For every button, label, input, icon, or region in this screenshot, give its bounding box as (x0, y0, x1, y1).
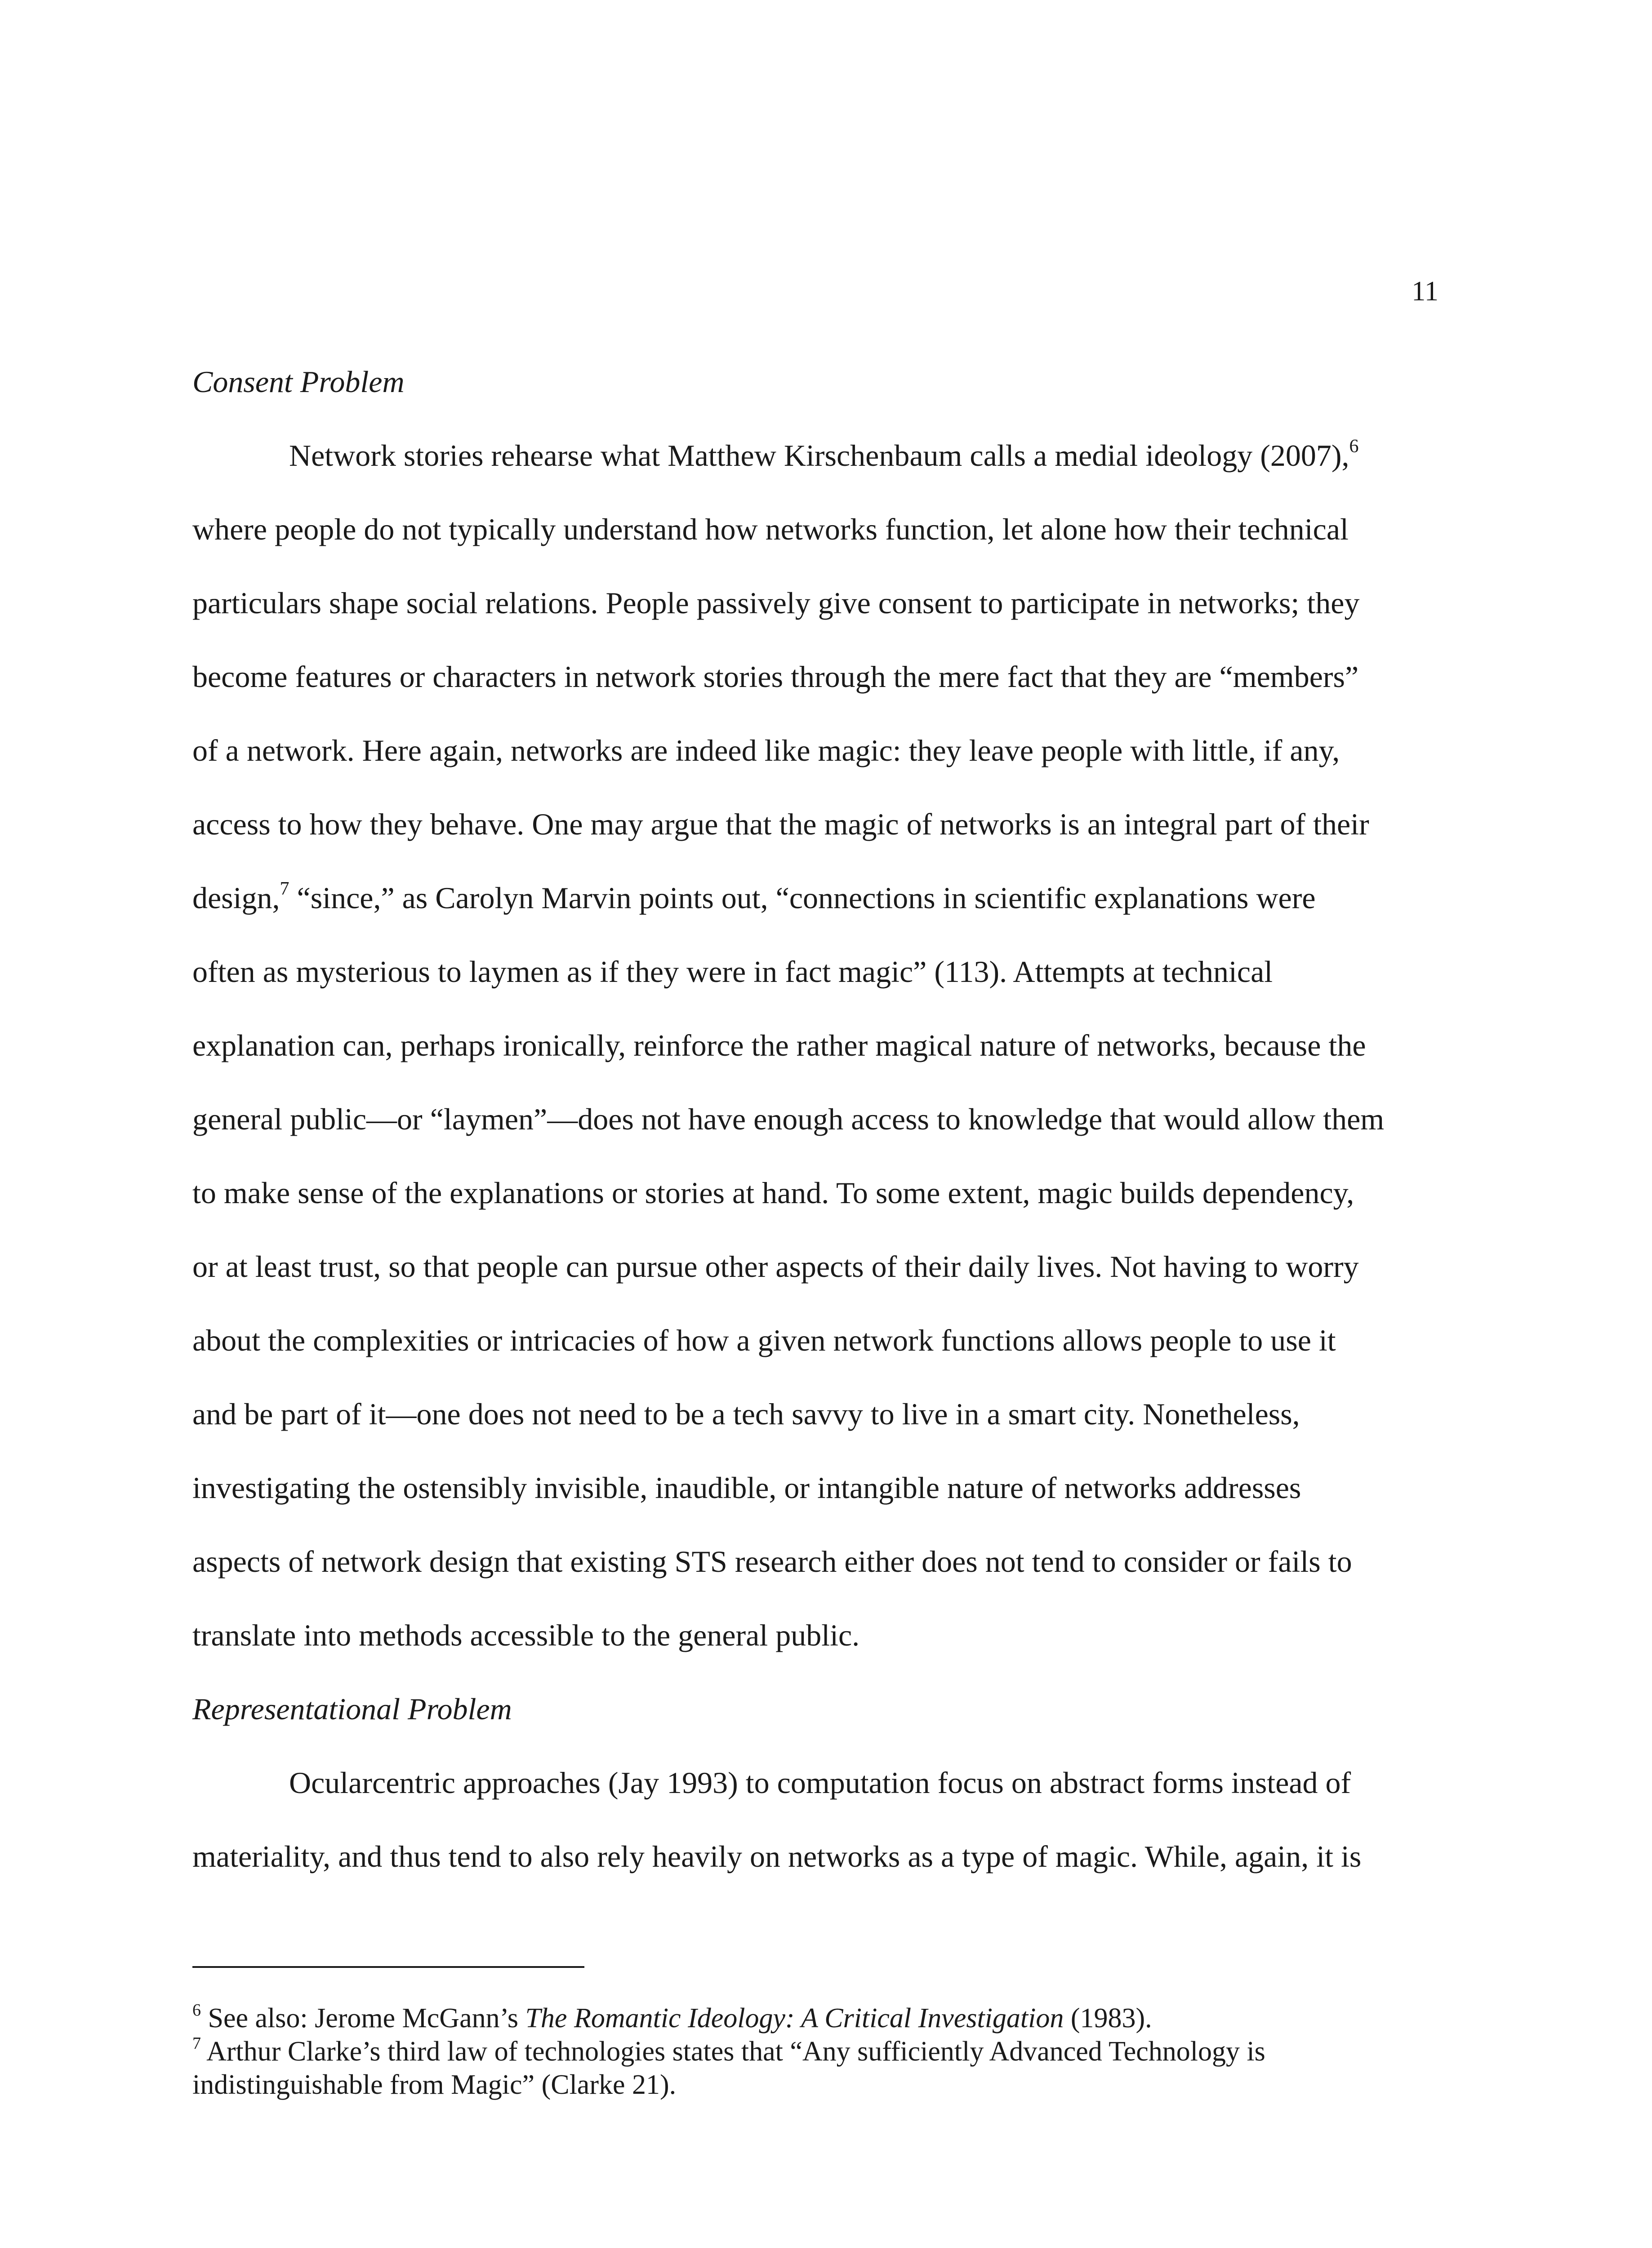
footnote-7 (192, 2035, 1447, 2068)
footnote-text: See also: Jerome McGann’s (201, 2003, 525, 2034)
paragraph-line: about the complexities or intricacies of how a given network functions allows people to use it (192, 1323, 1336, 1357)
paragraph-line: materiality, and thus tend to also rely heavily on networks as a type of magic. While, again, it is (192, 1839, 1362, 1873)
footnote-cited-title: The Romantic Ideology: A Critical Investigation (525, 2003, 1064, 2034)
paragraph-line: investigating the ostensibly invisible, inaudible, or intangible nature of networks addresses (192, 1471, 1301, 1505)
paragraph-line: often as mysterious to laymen as if they were in fact magic” (113). Attempts at technical (192, 955, 1273, 989)
paragraph-line (192, 879, 1447, 953)
paragraph-line (192, 437, 1447, 511)
paragraph-line: Ocularcentric approaches (Jay 1993) to computation focus on abstract forms instead of (289, 1766, 1351, 1800)
paragraph-line: explanation can, perhaps ironically, reinforce the rather magical nature of networks, because the (192, 1028, 1366, 1062)
footnote-marker: 6 (192, 2001, 201, 2020)
page-number: 11 (1412, 276, 1438, 307)
paragraph-line: where people do not typically understand how networks function, let alone how their technical (192, 512, 1349, 546)
footnote-text: (1983). (1064, 2003, 1152, 2034)
paragraph-line: or at least trust, so that people can pursue other aspects of their daily lives. Not having to worry (192, 1249, 1359, 1284)
footnote-marker: 7 (192, 2034, 201, 2053)
line-text: Network stories rehearse what Matthew Kirschenbaum calls a medial ideology (2007), (289, 438, 1349, 473)
paragraph-line: access to how they behave. One may argue that the magic of networks is an integral part of their (192, 807, 1369, 841)
footnote-ref-6[interactable]: 6 (1349, 436, 1359, 457)
section-heading-consent: Consent Problem (192, 365, 405, 399)
line-text: “since,” as Carolyn Marvin points out, “connections in scientific explanations were (289, 881, 1316, 915)
paragraph-line: aspects of network design that existing STS research either does not tend to consider or fails to (192, 1544, 1352, 1579)
line-text: design, (192, 881, 280, 915)
paragraph-line: and be part of it—one does not need to be a tech savvy to live in a smart city. Nonetheless, (192, 1397, 1300, 1431)
footnote-6 (192, 2002, 1447, 2035)
paragraph-line: to make sense of the explanations or stories at hand. To some extent, magic builds dependency, (192, 1176, 1354, 1210)
paragraph-line: general public—or “laymen”—does not have enough access to knowledge that would allow them (192, 1102, 1385, 1136)
footnote-7-continuation: indistinguishable from Magic” (Clarke 21). (192, 2070, 677, 2100)
paragraph-line: of a network. Here again, networks are indeed like magic: they leave people with little, if any, (192, 733, 1340, 767)
footnote-separator (192, 1966, 584, 1968)
footnotes (192, 2002, 1447, 2101)
paragraph-line: become features or characters in network stories through the mere fact that they are “members” (192, 660, 1359, 694)
body-text (192, 363, 1447, 1912)
paragraph-line: particulars shape social relations. People passively give consent to participate in networks; they (192, 586, 1360, 620)
section-heading-representational: Representational Problem (192, 1692, 512, 1726)
footnote-ref-7[interactable]: 7 (280, 879, 289, 900)
paragraph-line: translate into methods accessible to the general public. (192, 1618, 860, 1652)
footnote-text: Arthur Clarke’s third law of technologies states that “Any sufficiently Advanced Technology is (201, 2036, 1265, 2067)
